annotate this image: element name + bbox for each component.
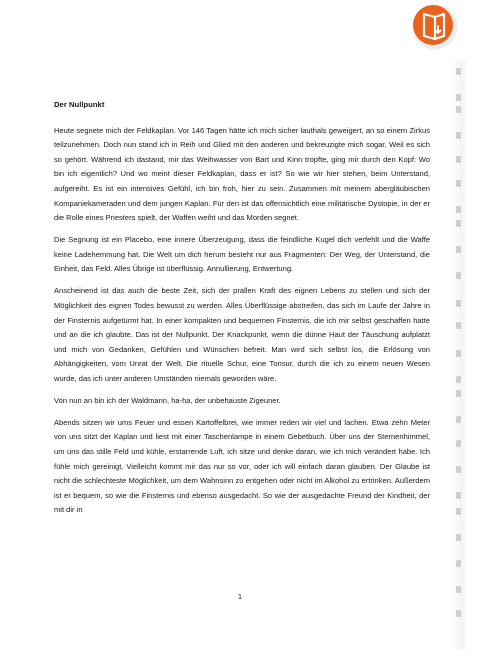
document-title: Der Nullpunkt <box>54 100 105 109</box>
document-download-icon[interactable] <box>404 2 462 52</box>
paragraph-1: Heute segnete mich der Feldkaplan. Vor 146 Tagen hätte ich mich sicher lauthals geweigert, an so einem Zirkus teilzunehmen. Doch nun stand ich in Reih und Glied mit den anderen und bekreuzigte mich sogar. Weil es sich so gehört. Während ich dastand, mir das Weihwasser von Bart und Kinn tropfte, ging mir durch den Kopf: Wo bin ich eigentlich? Und wo meint dieser Feldkaplan, dass er ist? So wie wir hier stehen, beim Unterstand, aufgereiht. Es ist ein intensives Gefühl, ich bin froh, hier zu sein. Zusammen mit meinem abergläubischen Kompaniekameraden und dem jungen Kaplan. Für den ist das offensichtlich eine militärische Dystopie, in der er die Rolle eines Priesters spielt, der Waffen weiht und das Morden segnet. <box>54 125 430 223</box>
page-number: 1 <box>237 592 243 601</box>
page-edge-shadow <box>452 60 468 650</box>
paragraph-3: Anscheinend ist das auch die beste Zeit, sich der prallen Kraft des eignen Lebens zu stellen und sich der Möglichkeit des eignen Todes bewusst zu werden. Alles Überflüssige abstreifen, das sich im Laufe der Jahre in der Finsternis aufgetürmt hat. In einer kompakten und bequemen Finsternis, die ich mir selbst geschaffen hatte und an die ich glaubte. Das ist der Nullpunkt. Der Knackpunkt, wenn die dünne Haut der Täuschung aufplatzt und mich von Gedanken, Gefühlen und Wünschen befreit. Man wird sich selbst los, die Erlösung von Abhängigkeiten, vom Unrat der Welt. Die rituelle Schur, eine Tonsur, durch die ich zu einem neuen Wesen wurde, das ich unter anderen Umständen niemals geworden wäre. <box>54 286 430 383</box>
document-body <box>54 98 430 525</box>
paragraph-4: Von nun an bin ich der Waldmann, ha-ha, der unbehauste Zigeuner. <box>54 395 281 405</box>
paragraph-2: Die Segnung ist ein Placebo, eine innere Überzeugung, dass die feindliche Kugel dich verfehlt und die Waffe keine Ladehemmung hat. Die Welt um dich herum besteht nur aus Fragmenten: Der Weg, der Unterstand, die Einheit, das Feld. Alles Übrige ist überflüssig. Annullierung, Entwertung. <box>54 235 430 274</box>
paragraph-5: Abends sitzen wir ums Feuer und essen Kartoffelbrei, wie immer reden wir viel und lachen. Etwa zehn Meter von uns sitzt der Kaplan und liest mit einer Taschenlampe in einem Gebetbuch. Über uns der Sternenhimmel, um uns das stille Feld und kühle, erstarrende Luft, ich sitze und denke daran, wie ich mich verändert habe. Ich fühle mich gereinigt. Vielleicht kommt mir das nur so vor, oder ich will einfach daran glauben. Der Glaube ist nicht die schlechteste Möglichkeit, um dem Wahnsinn zu entgehen oder nicht im Alkohol zu ertrinken. Außerdem ist er bequem, so wie die Finsternis und ebenso ausgedacht. So wie der ausgedachte Freund der Kindheit, der mit dir in <box>54 417 430 515</box>
